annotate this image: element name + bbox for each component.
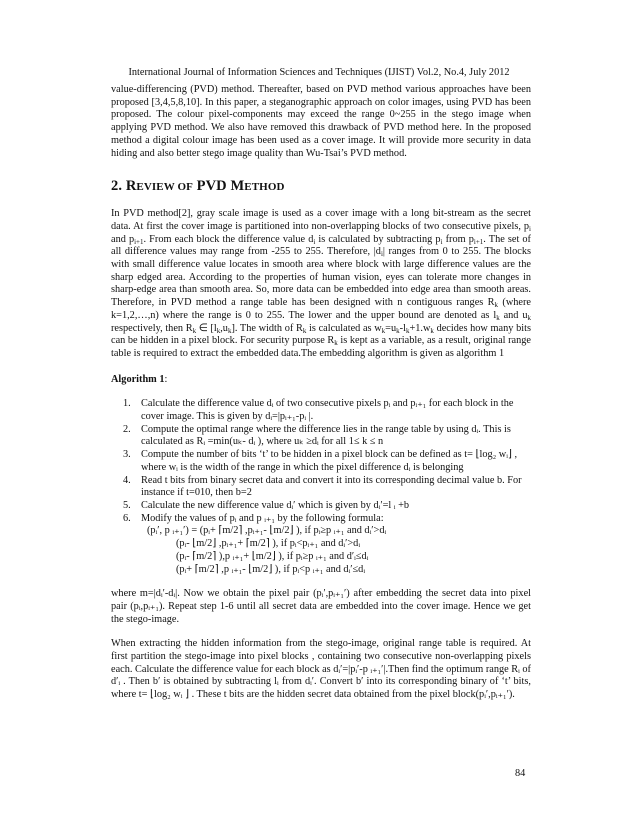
step-text: Compute the optimal range where the difference lies in the range table by using dᵢ. This is calculated as Rᵢ =min(uₖ- dᵢ ), where uₖ ≥dᵢ for all 1≤ k ≤ n [141, 423, 511, 448]
subscript: i [440, 237, 443, 246]
after-algorithm-paragraph: where m=|dᵢ′-dᵢ|. Now we obtain the pixel pair (pᵢ′,pᵢ₊₁′) after embedding the secret data into pixel pair (pᵢ,pᵢ₊₁). Repeat step 1-6 until all secret data are embedded into the cover image. Hence we get the stego-image. [111, 588, 531, 625]
list-item [123, 474, 531, 500]
section-number: 2. [111, 178, 123, 195]
section-title-pvd: PVD [196, 178, 227, 195]
list-item [123, 499, 531, 513]
text-run: and p [111, 233, 135, 245]
page-number: 84 [515, 768, 526, 779]
text-run: In PVD method[2], gray scale image is used as a cover image with a long bit-stream as the secret data. At first the cover image is partitioned into non-overlapping blocks of two consecutive pixels, p [111, 208, 531, 232]
subscript: k [396, 326, 400, 335]
algorithm-heading [111, 374, 531, 387]
step-number: 4. [123, 474, 131, 486]
text-run: decides how many bits can be hidden in a pixel block. For security purpose R [111, 322, 531, 347]
page-body [111, 84, 531, 702]
text-run: +1.w [409, 322, 431, 334]
text-run: ∈ [l [196, 322, 217, 334]
list-item [123, 449, 531, 474]
subscript: i+1 [473, 237, 484, 246]
step-number: 6. [123, 512, 131, 524]
subscript: k [334, 339, 338, 348]
subscript: k [302, 326, 307, 335]
formula-line-4: (pᵢ+ ⌈m/2⌉ ,p ᵢ₊₁- ⌊m/2⌋ ), if pᵢ<p ᵢ₊₁ and dᵢ′≤dᵢ [176, 563, 366, 575]
subscript: k [527, 313, 531, 322]
subscript: i [529, 224, 531, 233]
subscript: k [216, 326, 221, 335]
step-text: Read t bits from binary secret data and convert it into its corresponding decimal value b. For instance if t=010, then b=2 [141, 474, 522, 499]
section-title-cap-r: R [125, 178, 137, 195]
subscript: k [381, 326, 386, 335]
step-text: Calculate the difference value dᵢ of two consecutive pixels pᵢ and pᵢ₊₁ for each block in the cover image. This is given by dᵢ=|pᵢ₊₁-pᵢ |. [141, 398, 514, 423]
extraction-paragraph: When extracting the hidden information from the stego-image, original range table is required. At first partition the stego-image into pixel blocks , containing two consecutive non-overlapping pixels each. Calculate the difference value for each block as dᵢ′=|pᵢ′-p ᵢ₊₁′|.Then find the optimum range Rᵢ of d′ᵢ . Then b′ is obtained by subtracting lᵢ from dᵢ′. Convert b′ into its corresponding binary of ‘t’ bits, where t= ⌊log₂ wᵢ ⌋ . These t bits are the hidden secret data obtained from the pixel block(pᵢ′,pᵢ₊₁′). [111, 638, 531, 701]
section-heading [111, 177, 531, 196]
subscript: i [313, 237, 316, 246]
subscript: k [494, 301, 499, 310]
text-run: . From each block the difference value d [143, 233, 314, 245]
formula-line-2: (pᵢ- ⌊m/2⌋ ,pᵢ₊₁+ ⌈m/2⌉ ), if pᵢ<pᵢ₊₁ and dᵢ′>dᵢ [176, 538, 361, 550]
text-run: | ranges from 0 to 255. The blocks with small difference value locates in smooth area where block with large difference values are the sharp edged area. According to the properties of human vision, eyes can tolerate more changes in sharp-edge area than smooth area. So, more data can be embedded into edge area than smooth areas. Therefore, in PVD method a range table has been designed with n contiguous ranges R [111, 246, 531, 309]
journal-header: International Journal of Information Sciences and Techniques (IJIST) Vol.2, No.4, July 2012 [128, 67, 510, 78]
text-run: ,u [220, 322, 228, 334]
subscript: k [430, 326, 434, 335]
text-run: (where k=1,2,…,n) where the range is 0 to 255. The lower and the upper bound are denoted as l [111, 297, 531, 321]
algorithm-colon: : [164, 373, 168, 385]
text-run: is calculated as w [306, 322, 382, 334]
subscript: i [380, 250, 383, 259]
list-item [123, 512, 531, 526]
step-text: Modify the values of pᵢ and p ᵢ₊₁ by the following formula: [141, 512, 384, 524]
subscript: k [192, 326, 197, 335]
step-number: 2. [123, 423, 131, 435]
algorithm-title: Algorithm 1 [111, 373, 165, 385]
text-run: and u [499, 309, 528, 321]
intro-paragraph: value-differencing (PVD) method. Thereafter, based on PVD method various approaches have been proposed [3,4,5,8,10]. In this paper, a steganographic approach on color images, using PVD has been proposed. The colour pixel-components may exceed the range 0~255 in the stego image when applying PVD method. We also have removed this drawback of PVD method here. In the proposed method a digital colour image has been used as a cover image. It will provide more security in data hiding and also better stego image quality than Wu-Tsai’s PVD method. [111, 84, 531, 159]
text-run: respectively, then R [111, 322, 193, 334]
step-text: Compute the number of bits ‘t’ to be hidden in a pixel block can be defined as t= ⌊log₂ wᵢ⌋ , where wᵢ is the width of the range in which the pixel difference dᵢ is belonging [141, 449, 518, 473]
formula-line-3: (pᵢ- ⌈m/2⌉ ),p ᵢ₊₁+ ⌊m/2⌋ ), if pᵢ≥p ᵢ₊₁ and d′ᵢ≤dᵢ [176, 550, 369, 562]
subscript: k [496, 313, 500, 322]
section-title-cap-m: M [230, 178, 245, 195]
formula-line-1: (pᵢ′, p ᵢ₊₁′) = (pᵢ+ ⌈m/2⌉ ,pᵢ₊₁- ⌊m/2⌋ ), if pᵢ≥p ᵢ₊₁ and dᵢ′>dᵢ [147, 525, 387, 537]
text-run: is calculated by subtracting p [315, 233, 441, 245]
section-paragraph [111, 208, 531, 360]
step-number: 1. [123, 398, 131, 410]
section-title-part-1: EVIEW OF [136, 181, 193, 194]
step-number: 5. [123, 499, 131, 511]
text-run: . The set of all difference values may range from -255 to 255. Therefore, |d [111, 233, 531, 258]
text-run: =u [385, 322, 397, 334]
text-run: -l [399, 322, 406, 334]
section-title-part-2: ETHOD [244, 181, 285, 194]
subscript: k [405, 326, 410, 335]
text-run: is kept as a variable, as a result, original range table is required to extract the embedded data.The embedding algorithm is given as algorithm 1 [111, 335, 531, 359]
subscript: i+1 [134, 237, 144, 246]
subscript: k [227, 326, 232, 335]
step-text: Calculate the new difference value dᵢ′ which is given by dᵢ′=l ᵢ +b [141, 499, 410, 511]
text-run: from p [442, 233, 474, 245]
list-item [123, 398, 531, 423]
list-item [123, 423, 531, 449]
text-run: ]. The width of R [231, 322, 303, 334]
algorithm-steps [111, 398, 531, 525]
step-number: 3. [123, 449, 131, 461]
